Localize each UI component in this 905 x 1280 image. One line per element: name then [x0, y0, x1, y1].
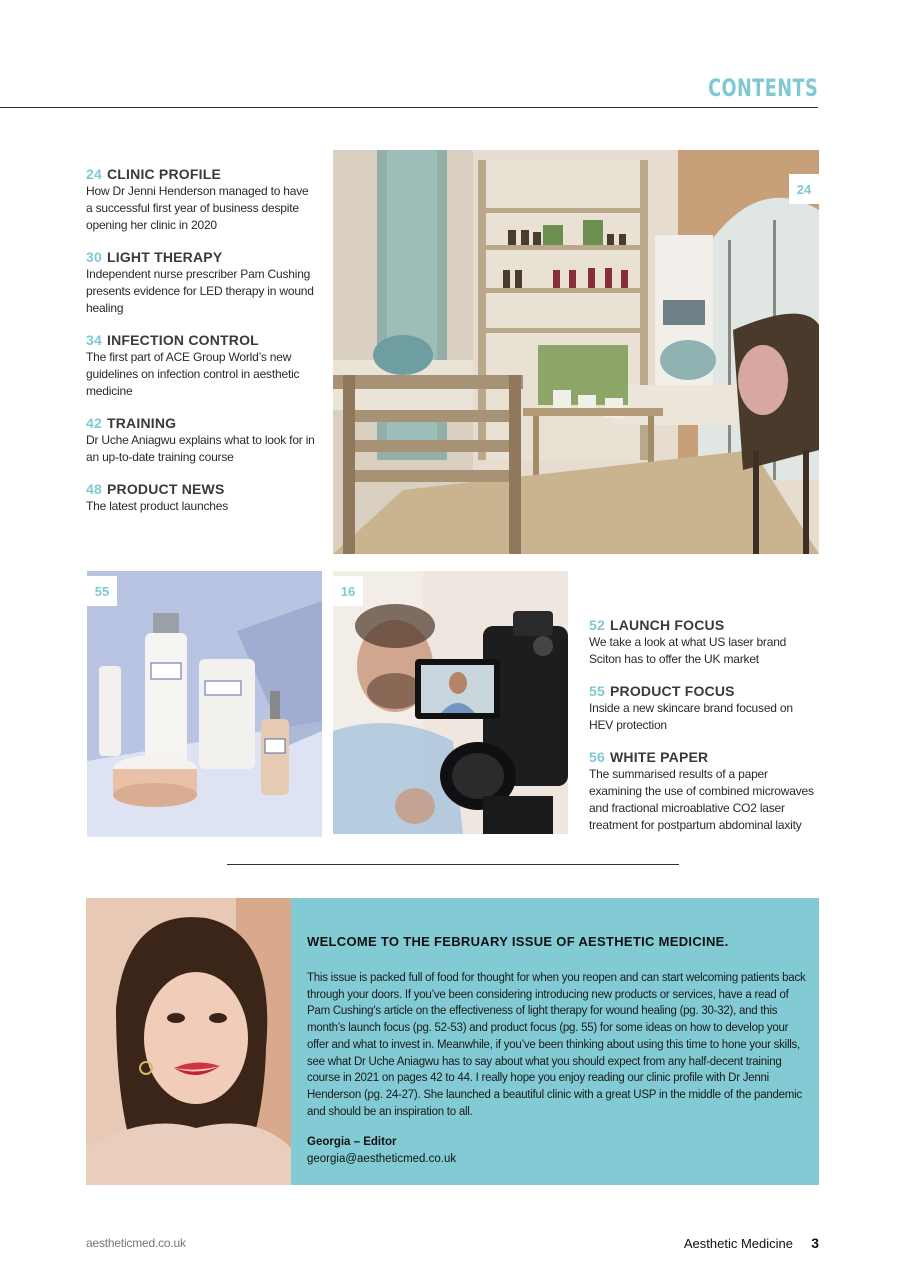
toc-item[interactable] — [86, 480, 318, 515]
toc-page-number: 56 — [589, 749, 605, 765]
products-illustration — [87, 571, 322, 837]
editor-signature: Georgia – Editor — [307, 1136, 397, 1148]
clinic-photo[interactable] — [333, 150, 819, 554]
toc-description: We take a look at what US laser brand Sciton has to offer the UK market — [589, 635, 787, 666]
toc-item[interactable] — [86, 414, 318, 466]
editor-letter-body: This issue is packed full of food for thought for when you reopen and can start welcoming patients back through your doors. If you’ve been considering introducing new products or services, have a read of Pam Cushing’s article on the effectiveness of light therapy for wound healing (pg. 30-32), and this month’s launch focus (pg. 52-53) and product focus (pg. 55) for some ideas on how to develop your offer and what to invest in. Meanwhile, if you’ve been thinking about using this time to hone your skills, see what Dr Uche Aniagwu has to say about what you should expect from any half-decent training course in 2021 on pages 42 to 44. I really hope you enjoy reading our clinic profile with Dr Jenni Henderson (pg. 24-27). She launched a beautiful clinic with a great USP in the middle of the pandemic and should be an inspiration to all. — [307, 972, 806, 1118]
toc-page-number: 55 — [589, 683, 605, 699]
toc-page-number: 34 — [86, 332, 102, 348]
page-badge: 55 — [87, 576, 117, 606]
toc-title: PRODUCT NEWS — [106, 481, 225, 497]
camera-photo[interactable] — [333, 571, 568, 834]
toc-title: INFECTION CONTROL — [106, 332, 259, 348]
page-badge: 16 — [333, 576, 363, 606]
toc-page-number: 48 — [86, 481, 102, 497]
toc-item[interactable] — [589, 682, 819, 734]
toc-right — [589, 616, 819, 848]
toc-page-number: 30 — [86, 249, 102, 265]
page-badge: 24 — [789, 174, 819, 204]
skincare-products-photo[interactable] — [87, 571, 322, 837]
editor-letter — [291, 898, 819, 1185]
toc-description: Inside a new skincare brand focused on HEV protection — [589, 701, 793, 732]
page-title: CONTENTS — [708, 74, 818, 102]
section-divider — [227, 864, 679, 865]
toc-description: Dr Uche Aniagwu explains what to look for in an up-to-date training course — [86, 433, 315, 464]
footer-page-number: 3 — [811, 1235, 819, 1251]
toc-item[interactable] — [589, 616, 819, 668]
toc-item[interactable] — [86, 248, 318, 317]
camera-illustration — [333, 571, 568, 834]
toc-page-number: 24 — [86, 166, 102, 182]
toc-title: TRAINING — [106, 415, 177, 431]
toc-item[interactable] — [86, 331, 318, 400]
toc-page-number: 52 — [589, 617, 605, 633]
footer-website-link[interactable]: aestheticmed.co.uk — [86, 1236, 186, 1250]
toc-title: CLINIC PROFILE — [106, 166, 222, 182]
editor-portrait — [86, 898, 291, 1185]
clinic-illustration — [333, 150, 819, 554]
toc-item[interactable] — [86, 165, 318, 234]
footer-publication-name: Aesthetic Medicine — [683, 1236, 793, 1251]
toc-description: The first part of ACE Group World’s new guidelines on infection control in aesthetic medicine — [86, 350, 300, 398]
toc-left — [86, 165, 318, 529]
toc-title: LAUNCH FOCUS — [609, 617, 725, 633]
toc-page-number: 42 — [86, 415, 102, 431]
toc-title: WHITE PAPER — [609, 749, 709, 765]
toc-item[interactable] — [589, 748, 819, 834]
toc-description: The summarised results of a paper examining the use of combined microwaves and fractional microablative CO2 laser treatment for postpartum abdominal laxity — [589, 767, 814, 832]
toc-description: The latest product launches — [86, 499, 229, 513]
toc-description: How Dr Jenni Henderson managed to have a successful first year of business despite opening her clinic in 2020 — [86, 184, 309, 232]
toc-title: PRODUCT FOCUS — [609, 683, 735, 699]
toc-description: Independent nurse prescriber Pam Cushing presents evidence for LED therapy in wound healing — [86, 267, 314, 315]
editor-letter-title: WELCOME TO THE FEBRUARY ISSUE OF AESTHETIC MEDICINE. — [307, 934, 729, 949]
toc-title: LIGHT THERAPY — [106, 249, 223, 265]
header-divider — [0, 107, 818, 108]
editor-email-link[interactable]: georgia@aestheticmed.co.uk — [307, 1153, 457, 1165]
editor-illustration — [86, 898, 291, 1185]
